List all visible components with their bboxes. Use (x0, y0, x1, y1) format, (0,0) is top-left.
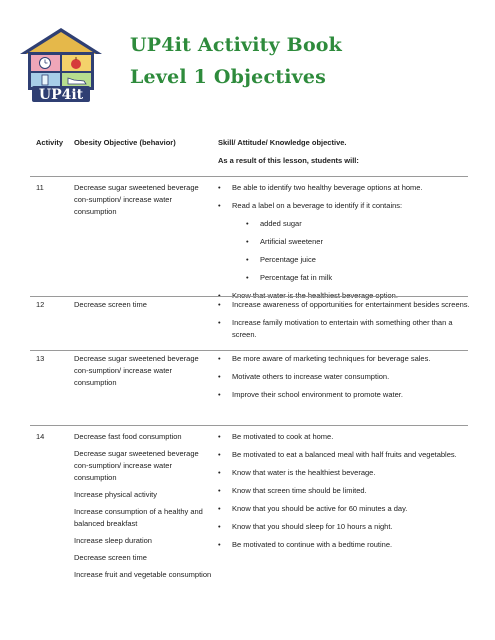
apple-icon (71, 59, 81, 69)
subskills-list (232, 218, 477, 284)
objective-item: Increase sleep duration (74, 536, 152, 545)
skill-item: • Increase family motivation to entertain with something other than a screen. (232, 317, 477, 341)
subskill-item: • Percentage juice (260, 254, 477, 266)
objective-item: Decrease sugar sweetened beverage con-sumption/ increase water consumption (74, 354, 199, 387)
logo-text: UP4it (38, 87, 84, 103)
header-objective: Obesity Objective (behavior) (74, 138, 176, 147)
row-divider (30, 296, 468, 297)
objective-item: Decrease fast food consumption (74, 432, 182, 441)
subskill-item: • Artificial sweetener (260, 236, 477, 248)
activity-number: 12 (36, 300, 45, 309)
skill-item: • Increase awareness of opportunities for entertainment besides screens. (232, 299, 477, 311)
skills-list (232, 353, 477, 407)
skill-item (232, 200, 477, 284)
skill-item: • Know that water is the healthiest beverage option. (232, 290, 477, 302)
header-activity: Activity (36, 138, 64, 147)
activity-number: 14 (36, 432, 45, 441)
skill-item: • Know that you should be active for 60 minutes a day. (232, 503, 477, 515)
skill-item: • Know that you should sleep for 10 hours a night. (232, 521, 477, 533)
skill-item: • Know that screen time should be limited. (232, 485, 477, 497)
subskill-item: • Percentage fat in milk (260, 272, 477, 284)
objective-item: Increase consumption of a healthy and balanced breakfast (74, 507, 203, 528)
skill-item: • Be more aware of marketing techniques for beverage sales. (232, 353, 477, 365)
page-subtitle: Level 1 Objectives (130, 66, 327, 88)
objective-cell (74, 182, 214, 223)
skill-item: • Know that water is the healthiest beverage. (232, 467, 477, 479)
skills-list (232, 299, 477, 347)
skill-item: • Be motivated to continue with a bedtime routine. (232, 539, 477, 551)
objective-cell (74, 353, 214, 394)
objective-cell (74, 431, 214, 586)
row-divider (30, 176, 468, 177)
objective-item: Increase fruit and vegetable consumption (74, 570, 212, 579)
skill-item: • Improve their school environment to promote water. (232, 389, 477, 401)
page-title: UP4it Activity Book (130, 34, 343, 56)
objective-cell (74, 299, 214, 316)
activity-number: 13 (36, 354, 45, 363)
objective-item: Decrease screen time (74, 553, 147, 562)
subskill-item: • added sugar (260, 218, 477, 230)
header-skill-subtitle: As a result of this lesson, students will: (218, 156, 359, 165)
objective-item: Decrease sugar sweetened beverage con-sumption/ increase water consumption (74, 183, 199, 216)
activity-number: 11 (36, 183, 44, 192)
skill-text: Read a label on a beverage to identify if it contains: (232, 201, 403, 210)
row-divider (30, 350, 468, 351)
skill-item: • Motivate others to increase water consumption. (232, 371, 477, 383)
row-divider (30, 425, 468, 426)
objective-item: Decrease sugar sweetened beverage con-sumption/ increase water consumption (74, 449, 199, 482)
up4it-logo (16, 24, 106, 104)
skill-item: • Be motivated to cook at home. (232, 431, 477, 443)
skill-item: • Be motivated to eat a balanced meal with half fruits and vegetables. (232, 449, 477, 461)
skills-list (232, 182, 477, 308)
skills-list (232, 431, 477, 557)
objective-item: Decrease screen time (74, 300, 147, 309)
skill-item: • Be able to identify two healthy beverage options at home. (232, 182, 477, 194)
glass-icon (42, 75, 48, 85)
header-skill: Skill/ Attitude/ Knowledge objective. (218, 138, 347, 147)
objective-item: Increase physical activity (74, 490, 157, 499)
